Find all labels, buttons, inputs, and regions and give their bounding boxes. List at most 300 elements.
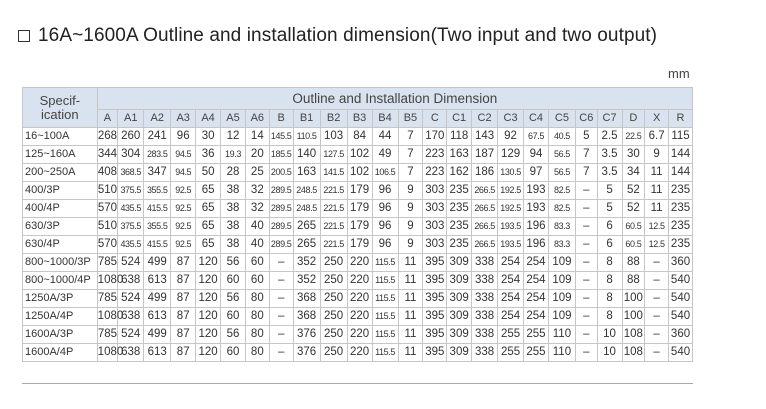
value-cell: 87: [171, 272, 196, 290]
value-cell: 304: [118, 146, 144, 164]
value-cell: 255: [524, 344, 549, 362]
value-cell: 65: [196, 182, 221, 200]
header-row-columns: [23, 110, 693, 128]
table-body: [23, 128, 693, 362]
value-cell: 102: [347, 146, 372, 164]
value-cell: 36: [196, 146, 221, 164]
value-cell: 96: [372, 182, 398, 200]
value-cell: 395: [423, 344, 447, 362]
value-cell: 254: [524, 290, 549, 308]
value-cell: 283.5: [144, 146, 171, 164]
value-cell: 130.5: [498, 164, 524, 182]
value-cell: 97: [524, 164, 549, 182]
value-cell: –: [575, 308, 597, 326]
table-row: [23, 326, 693, 344]
value-cell: 250: [320, 272, 347, 290]
value-cell: 309: [447, 344, 472, 362]
table-row: [23, 272, 693, 290]
column-header-d: D: [622, 110, 645, 128]
value-cell: 109: [548, 308, 575, 326]
table-row: [23, 344, 693, 362]
value-cell: 38: [221, 200, 246, 218]
value-cell: 109: [548, 290, 575, 308]
value-cell: 250: [320, 308, 347, 326]
value-cell: 11: [398, 254, 423, 272]
value-cell: 129: [498, 146, 524, 164]
value-cell: 44: [372, 128, 398, 146]
value-cell: –: [645, 254, 669, 272]
value-cell: 60: [245, 254, 269, 272]
value-cell: 52: [622, 200, 645, 218]
value-cell: 540: [669, 308, 693, 326]
value-cell: 11: [645, 164, 669, 182]
value-cell: 56: [221, 290, 246, 308]
value-cell: 11: [398, 344, 423, 362]
value-cell: 60: [221, 344, 246, 362]
value-cell: 255: [524, 326, 549, 344]
column-header-c3: C3: [498, 110, 524, 128]
value-cell: 179: [347, 218, 372, 236]
value-cell: 102: [347, 164, 372, 182]
value-cell: 12: [221, 128, 246, 146]
value-cell: 193: [524, 182, 549, 200]
spec-cell: 800~1000/4P: [23, 272, 98, 290]
value-cell: 254: [524, 254, 549, 272]
value-cell: 192.5: [498, 200, 524, 218]
value-cell: 408: [97, 164, 118, 182]
value-cell: 570: [97, 236, 118, 254]
column-header-a5: A5: [221, 110, 246, 128]
value-cell: –: [645, 272, 669, 290]
value-cell: 376: [293, 344, 320, 362]
value-cell: 28: [221, 164, 246, 182]
value-cell: 266.5: [472, 236, 498, 254]
value-cell: 84: [347, 128, 372, 146]
value-cell: 540: [669, 344, 693, 362]
value-cell: 80: [245, 344, 269, 362]
value-cell: –: [269, 344, 293, 362]
value-cell: 80: [245, 326, 269, 344]
column-header-b2: B2: [320, 110, 347, 128]
value-cell: 141.5: [320, 164, 347, 182]
value-cell: 56: [221, 254, 246, 272]
value-cell: 415.5: [144, 200, 171, 218]
value-cell: 235: [447, 236, 472, 254]
table-row: [23, 308, 693, 326]
value-cell: 96: [372, 200, 398, 218]
spec-header-line1: Specif-: [39, 92, 81, 108]
value-cell: 120: [196, 254, 221, 272]
value-cell: 355.5: [144, 218, 171, 236]
spec-cell: 800~1000/3P: [23, 254, 98, 272]
value-cell: 34: [622, 164, 645, 182]
table-row: [23, 254, 693, 272]
value-cell: –: [269, 254, 293, 272]
table-row: [23, 290, 693, 308]
page-title-text: 16A~1600A Outline and installation dimension(Two input and two output): [38, 25, 658, 46]
value-cell: 87: [171, 308, 196, 326]
value-cell: 10: [597, 326, 622, 344]
value-cell: 144: [669, 164, 693, 182]
value-cell: 220: [347, 272, 372, 290]
value-cell: 11: [398, 290, 423, 308]
value-cell: 120: [196, 272, 221, 290]
value-cell: 638: [118, 344, 144, 362]
value-cell: 435.5: [118, 236, 144, 254]
column-header-b3: B3: [347, 110, 372, 128]
column-header-c5: C5: [548, 110, 575, 128]
value-cell: 145.5: [269, 128, 293, 146]
value-cell: 38: [221, 182, 246, 200]
value-cell: 638: [118, 308, 144, 326]
value-cell: 266.5: [472, 200, 498, 218]
value-cell: 248.5: [293, 182, 320, 200]
value-cell: 94.5: [171, 164, 196, 182]
value-cell: 92.5: [171, 200, 196, 218]
value-cell: –: [269, 326, 293, 344]
value-cell: 250: [320, 344, 347, 362]
value-cell: –: [575, 236, 597, 254]
value-cell: 193.5: [498, 218, 524, 236]
value-cell: –: [645, 308, 669, 326]
value-cell: 96: [372, 236, 398, 254]
value-cell: –: [269, 290, 293, 308]
value-cell: 118: [447, 128, 472, 146]
value-cell: –: [575, 182, 597, 200]
column-header-a: A: [97, 110, 118, 128]
value-cell: 344: [97, 146, 118, 164]
value-cell: 8: [597, 254, 622, 272]
value-cell: 56.5: [548, 146, 575, 164]
value-cell: 289.5: [269, 182, 293, 200]
value-cell: –: [575, 344, 597, 362]
value-cell: 110: [548, 326, 575, 344]
dimension-group-header: Outline and Installation Dimension: [97, 88, 692, 110]
value-cell: 115.5: [372, 344, 398, 362]
column-header-a1: A1: [118, 110, 144, 128]
value-cell: 570: [97, 200, 118, 218]
value-cell: 140: [293, 146, 320, 164]
value-cell: 92: [498, 128, 524, 146]
value-cell: 220: [347, 344, 372, 362]
value-cell: 255: [498, 344, 524, 362]
value-cell: 40.5: [548, 128, 575, 146]
spec-header: [23, 88, 98, 128]
spec-cell: 400/3P: [23, 182, 98, 200]
value-cell: 613: [144, 308, 171, 326]
column-header-c: C: [423, 110, 447, 128]
spec-cell: 1250A/4P: [23, 308, 98, 326]
value-cell: 193.5: [498, 236, 524, 254]
value-cell: 109: [548, 254, 575, 272]
value-cell: 368.5: [118, 164, 144, 182]
value-cell: 163: [293, 164, 320, 182]
value-cell: 268: [97, 128, 118, 146]
value-cell: 94: [524, 146, 549, 164]
value-cell: 60.5: [622, 236, 645, 254]
value-cell: 235: [669, 218, 693, 236]
value-cell: 265: [293, 218, 320, 236]
value-cell: 368: [293, 290, 320, 308]
value-cell: 110.5: [293, 128, 320, 146]
value-cell: 80: [245, 308, 269, 326]
value-cell: 10: [597, 344, 622, 362]
column-header-c1: C1: [447, 110, 472, 128]
value-cell: 30: [622, 146, 645, 164]
value-cell: 49: [372, 146, 398, 164]
value-cell: 9: [398, 200, 423, 218]
value-cell: 179: [347, 200, 372, 218]
value-cell: 5: [597, 200, 622, 218]
value-cell: 9: [398, 218, 423, 236]
value-cell: 88: [622, 254, 645, 272]
value-cell: 303: [423, 218, 447, 236]
value-cell: 96: [372, 218, 398, 236]
value-cell: 220: [347, 290, 372, 308]
value-cell: 395: [423, 308, 447, 326]
value-cell: 260: [118, 128, 144, 146]
value-cell: 9: [645, 146, 669, 164]
value-cell: 120: [196, 326, 221, 344]
value-cell: –: [575, 326, 597, 344]
value-cell: 785: [97, 290, 118, 308]
value-cell: 303: [423, 236, 447, 254]
value-cell: 92.5: [171, 182, 196, 200]
value-cell: 1080: [97, 272, 118, 290]
value-cell: 40: [245, 236, 269, 254]
value-cell: 352: [293, 254, 320, 272]
value-cell: 185.5: [269, 146, 293, 164]
value-cell: 32: [245, 200, 269, 218]
column-header-b1: B1: [293, 110, 320, 128]
value-cell: 395: [423, 326, 447, 344]
value-cell: 115.5: [372, 272, 398, 290]
value-cell: 510: [97, 182, 118, 200]
value-cell: 223: [423, 146, 447, 164]
value-cell: 221.5: [320, 182, 347, 200]
value-cell: 144: [669, 146, 693, 164]
value-cell: –: [645, 326, 669, 344]
unit-label: mm: [668, 66, 690, 81]
spec-cell: 125~160A: [23, 146, 98, 164]
column-header-c2: C2: [472, 110, 498, 128]
value-cell: 56: [221, 326, 246, 344]
value-cell: 309: [447, 308, 472, 326]
value-cell: 338: [472, 326, 498, 344]
spec-cell: 630/3P: [23, 218, 98, 236]
column-header-a6: A6: [245, 110, 269, 128]
value-cell: 309: [447, 326, 472, 344]
table-row: [23, 128, 693, 146]
value-cell: 60: [221, 272, 246, 290]
value-cell: 179: [347, 236, 372, 254]
value-cell: 360: [669, 326, 693, 344]
value-cell: 82.5: [548, 182, 575, 200]
value-cell: 347: [144, 164, 171, 182]
value-cell: 162: [447, 164, 472, 182]
value-cell: 221.5: [320, 218, 347, 236]
value-cell: 524: [118, 254, 144, 272]
value-cell: 87: [171, 326, 196, 344]
value-cell: 540: [669, 290, 693, 308]
value-cell: 60.5: [622, 218, 645, 236]
column-header-c4: C4: [524, 110, 549, 128]
table-header: [23, 88, 693, 128]
value-cell: 613: [144, 272, 171, 290]
value-cell: 289.5: [269, 200, 293, 218]
column-header-c7: C7: [597, 110, 622, 128]
value-cell: 2.5: [597, 128, 622, 146]
table-row: [23, 164, 693, 182]
value-cell: 83.3: [548, 218, 575, 236]
value-cell: 7: [575, 146, 597, 164]
value-cell: 5: [575, 128, 597, 146]
value-cell: –: [575, 272, 597, 290]
value-cell: 120: [196, 290, 221, 308]
checkbox-icon: [18, 30, 30, 42]
value-cell: 3.5: [597, 146, 622, 164]
value-cell: 360: [669, 254, 693, 272]
value-cell: 8: [597, 290, 622, 308]
header-row-group: [23, 88, 693, 110]
value-cell: 163: [447, 146, 472, 164]
column-header-x: X: [645, 110, 669, 128]
value-cell: 92.5: [171, 236, 196, 254]
value-cell: 254: [524, 272, 549, 290]
value-cell: 100: [622, 308, 645, 326]
table-row: [23, 218, 693, 236]
value-cell: 9: [398, 236, 423, 254]
value-cell: 187: [472, 146, 498, 164]
value-cell: 12.5: [645, 218, 669, 236]
value-cell: 510: [97, 218, 118, 236]
value-cell: 120: [196, 344, 221, 362]
value-cell: 193: [524, 200, 549, 218]
value-cell: 65: [196, 236, 221, 254]
value-cell: 338: [472, 344, 498, 362]
value-cell: 7: [575, 164, 597, 182]
value-cell: 338: [472, 254, 498, 272]
value-cell: 338: [472, 308, 498, 326]
value-cell: 235: [447, 218, 472, 236]
value-cell: 25: [245, 164, 269, 182]
value-cell: 355.5: [144, 182, 171, 200]
value-cell: 88: [622, 272, 645, 290]
value-cell: 303: [423, 182, 447, 200]
value-cell: 60: [245, 272, 269, 290]
value-cell: 19.3: [221, 146, 246, 164]
value-cell: 38: [221, 218, 246, 236]
value-cell: 368: [293, 308, 320, 326]
value-cell: 11: [398, 326, 423, 344]
value-cell: 221.5: [320, 200, 347, 218]
value-cell: 235: [447, 200, 472, 218]
value-cell: 11: [398, 308, 423, 326]
value-cell: 220: [347, 254, 372, 272]
value-cell: 50: [196, 164, 221, 182]
value-cell: 7: [398, 128, 423, 146]
value-cell: 108: [622, 344, 645, 362]
value-cell: 338: [472, 272, 498, 290]
value-cell: 250: [320, 326, 347, 344]
table-row: [23, 182, 693, 200]
value-cell: 83.3: [548, 236, 575, 254]
value-cell: –: [575, 218, 597, 236]
value-cell: 196: [524, 236, 549, 254]
value-cell: 3.5: [597, 164, 622, 182]
value-cell: 115.5: [372, 326, 398, 344]
value-cell: 499: [144, 254, 171, 272]
value-cell: 200.5: [269, 164, 293, 182]
value-cell: 106.5: [372, 164, 398, 182]
value-cell: 540: [669, 272, 693, 290]
spec-cell: 16~100A: [23, 128, 98, 146]
value-cell: 613: [144, 344, 171, 362]
value-cell: 395: [423, 290, 447, 308]
value-cell: 235: [447, 182, 472, 200]
value-cell: 250: [320, 254, 347, 272]
column-header-a2: A2: [144, 110, 171, 128]
page-title: [18, 24, 657, 48]
value-cell: 223: [423, 164, 447, 182]
value-cell: 56.5: [548, 164, 575, 182]
value-cell: 248.5: [293, 200, 320, 218]
spec-cell: 1600A/4P: [23, 344, 98, 362]
table-row: [23, 236, 693, 254]
value-cell: –: [269, 308, 293, 326]
value-cell: 785: [97, 254, 118, 272]
value-cell: 115: [669, 128, 693, 146]
value-cell: 14: [245, 128, 269, 146]
spec-cell: 1250A/3P: [23, 290, 98, 308]
value-cell: 96: [171, 128, 196, 146]
value-cell: 352: [293, 272, 320, 290]
value-cell: 94.5: [171, 146, 196, 164]
value-cell: 170: [423, 128, 447, 146]
value-cell: 395: [423, 272, 447, 290]
value-cell: 82.5: [548, 200, 575, 218]
value-cell: 115.5: [372, 254, 398, 272]
value-cell: 638: [118, 272, 144, 290]
spec-cell: 630/4P: [23, 236, 98, 254]
value-cell: 186: [472, 164, 498, 182]
value-cell: 375.5: [118, 182, 144, 200]
column-header-c6: C6: [575, 110, 597, 128]
value-cell: 110: [548, 344, 575, 362]
value-cell: –: [645, 344, 669, 362]
value-cell: 375.5: [118, 218, 144, 236]
value-cell: 221.5: [320, 236, 347, 254]
spec-cell: 400/4P: [23, 200, 98, 218]
value-cell: 524: [118, 326, 144, 344]
value-cell: 9: [398, 182, 423, 200]
value-cell: –: [575, 254, 597, 272]
value-cell: 265: [293, 236, 320, 254]
value-cell: 235: [669, 182, 693, 200]
value-cell: 92.5: [171, 218, 196, 236]
value-cell: 7: [398, 146, 423, 164]
value-cell: 8: [597, 272, 622, 290]
value-cell: 254: [498, 290, 524, 308]
value-cell: 38: [221, 236, 246, 254]
value-cell: 250: [320, 290, 347, 308]
value-cell: 87: [171, 254, 196, 272]
column-header-b: B: [269, 110, 293, 128]
value-cell: 8: [597, 308, 622, 326]
value-cell: 499: [144, 326, 171, 344]
value-cell: –: [645, 290, 669, 308]
value-cell: 87: [171, 290, 196, 308]
